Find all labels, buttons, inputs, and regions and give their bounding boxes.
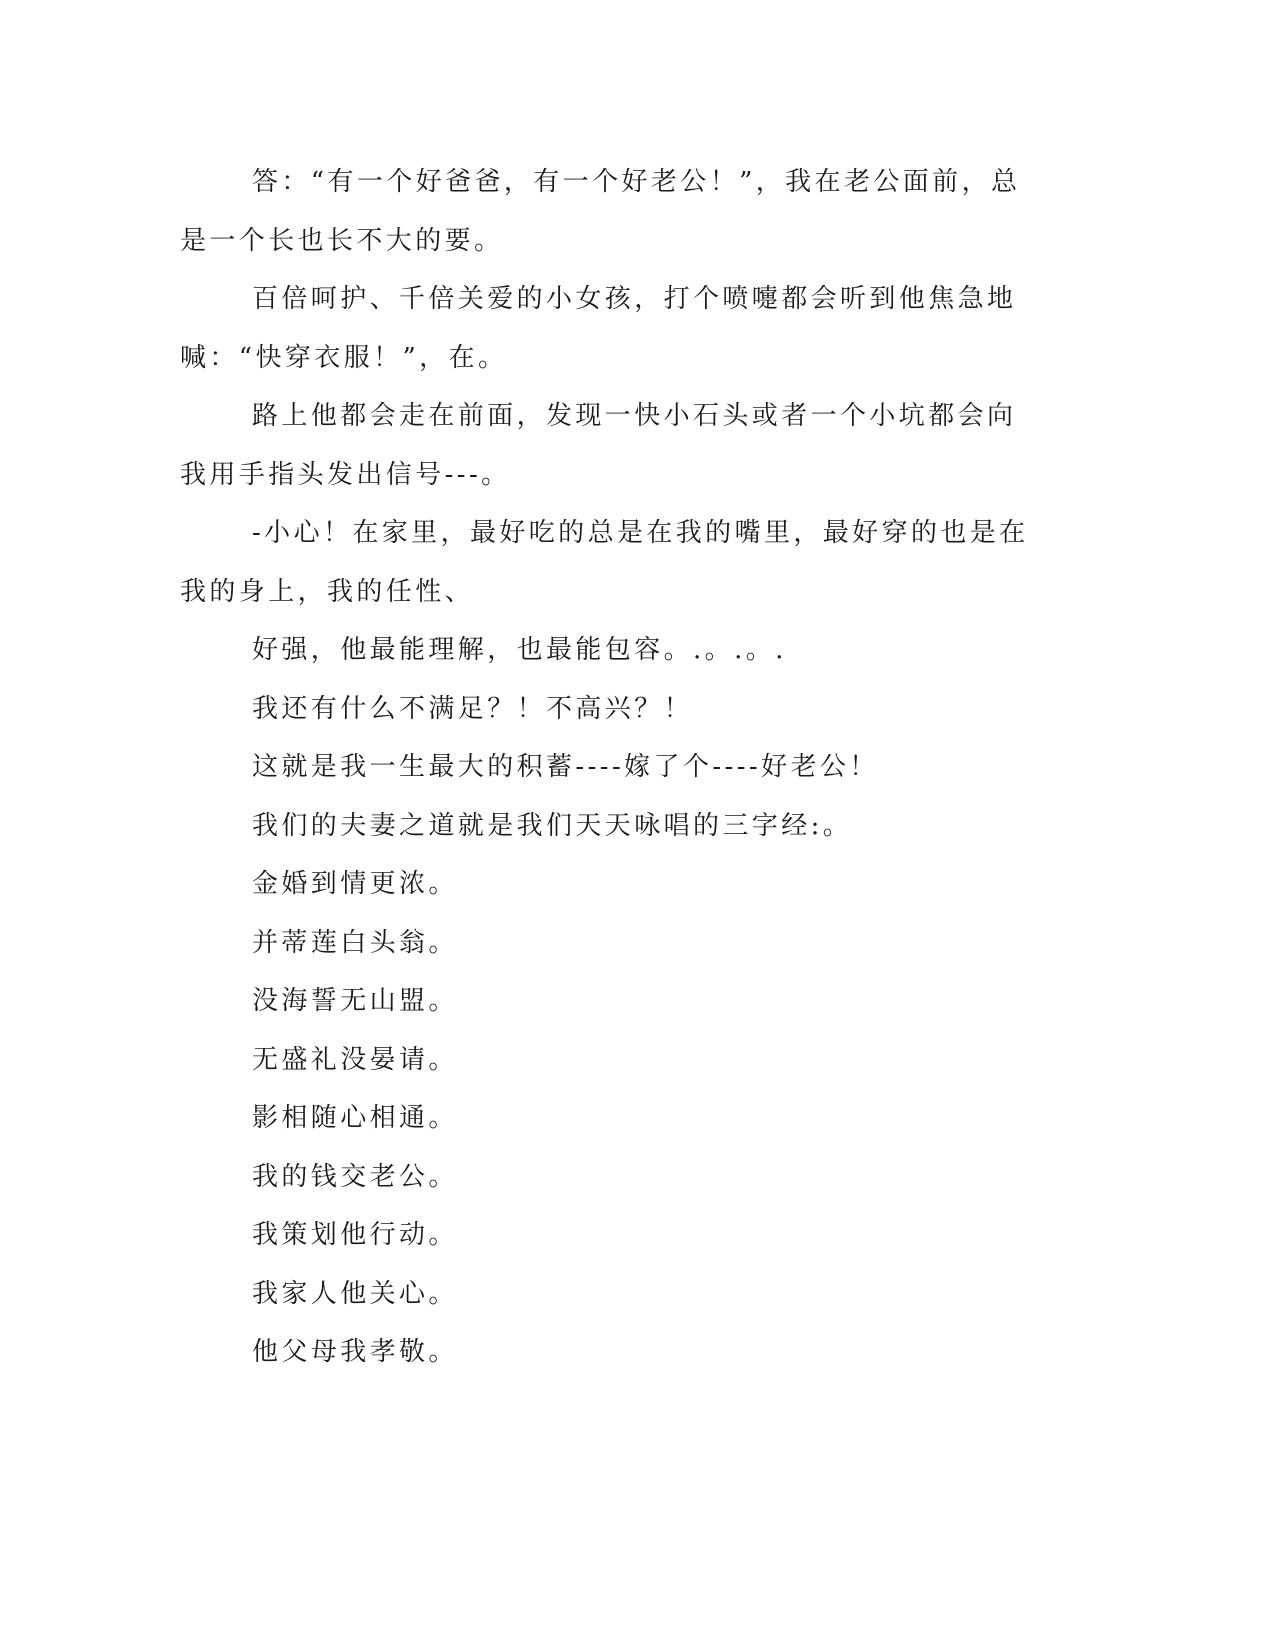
paragraph: 我们的夫妻之道就是我们天天咏唱的三字经:。 [252,810,853,841]
paragraph: 他父母我孝敬。 [252,1337,458,1367]
paragraph: 并蒂莲白头翁。 [252,927,458,958]
paragraph: 我还有什么不满足？！不高兴？！ [252,693,694,724]
paragraph: 百倍呵护、千倍关爱的小女孩，打个喷嚏都会听到他焦急地喊：“快穿衣服！”，在。 [180,284,1017,373]
paragraph: 好强，他最能理解，也最能包容。.。.。. [252,635,787,665]
paragraph: -小心！在家里，最好吃的总是在我的嘴里，最好穿的也是在我的身上，我的任性、 [180,518,1029,607]
paragraph: 路上他都会走在前面，发现一快小石头或者一个小坑都会向我用手指头发出信号---。 [180,401,1017,490]
paragraph: 这就是我一生最大的积蓄----嫁了个----好老公！ [252,752,879,782]
paragraph: 金婚到情更浓。 [252,869,458,899]
paragraph: 我的钱交老公。 [252,1161,458,1192]
paragraph: 答：“有一个好爸爸，有一个好老公！”，我在老公面前，总是一个长也长不大的要。 [180,167,1021,256]
paragraph: 我策划他行动。 [252,1220,458,1250]
paragraph: 无盛礼没晏请。 [252,1044,458,1075]
paragraph: 影相随心相通。 [252,1103,458,1133]
paragraph: 我家人他关心。 [252,1278,458,1309]
paragraph: 没海誓无山盟。 [252,986,458,1016]
document-body [180,153,1030,1382]
